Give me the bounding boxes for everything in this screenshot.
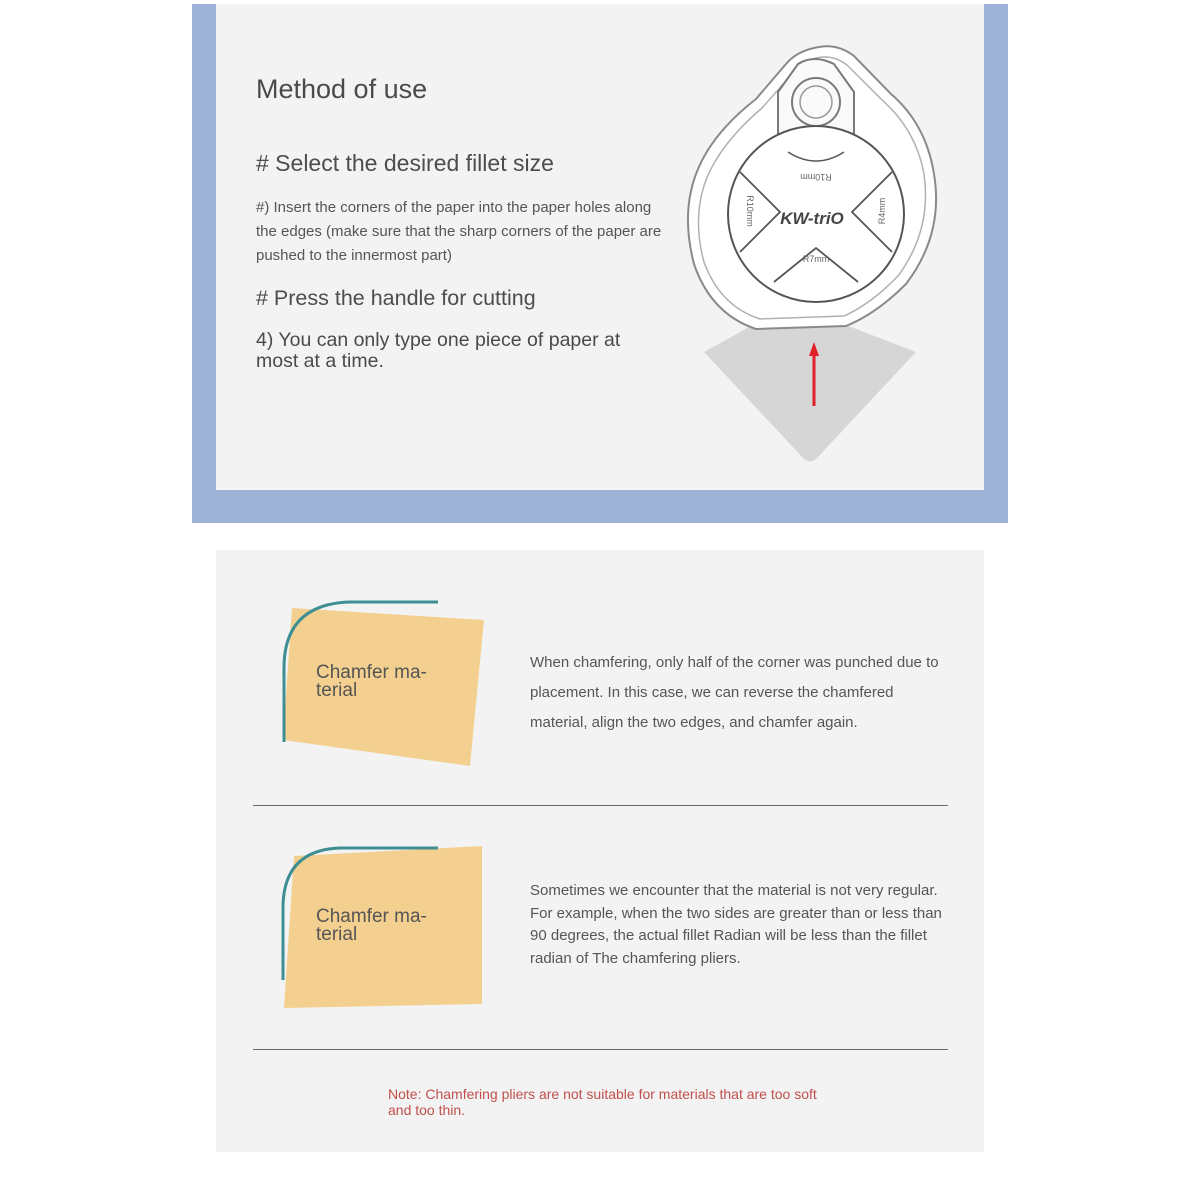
chamfer-pliers-illustration [676, 34, 976, 474]
size-label-bottom: R7mm [802, 254, 830, 264]
size-label-top: R10mm [800, 172, 832, 182]
step2-heading: # Press the handle for cutting [256, 286, 536, 310]
step2-text: 4) You can only type one piece of paper at most at a time. [256, 329, 621, 372]
divider [253, 805, 948, 806]
method-panel [216, 4, 984, 490]
warning-note: Note: Chamfering pliers are not suitable for materials that are too soft and too thin. [388, 1086, 817, 1118]
size-label-right: R4mm [877, 197, 887, 225]
chamfer-material-sample [280, 598, 500, 773]
step1-text: #) Insert the corners of the paper into the paper holes along the edges (make sure that the sharp corners of the paper are pushed to the innermost part) [256, 199, 662, 264]
chamfer-label: Chamfer ma- terial [316, 906, 427, 945]
case1-description: When chamfering, only half of the corner was punched due to placement. In this case, we can reverse the chamfered material, align the two edges, and chamfer again. [530, 654, 939, 731]
tips-panel [216, 550, 984, 1152]
chamfer-label: Chamfer ma- terial [316, 662, 427, 701]
size-label-left: R10mm [745, 195, 755, 227]
method-title: Method of use [256, 74, 428, 104]
case2-description: Sometimes we encounter that the material is not very regular. For example, when the two sides are greater than or less than 90 degrees, the actual fillet Radian will be less than the fillet radian of The chamfering pliers. [530, 882, 942, 967]
brand-logo: KW-triO [780, 209, 844, 228]
chamfer-material-sample [280, 842, 500, 1017]
divider [253, 1049, 948, 1050]
step1-heading: # Select the desired fillet size [256, 150, 554, 176]
